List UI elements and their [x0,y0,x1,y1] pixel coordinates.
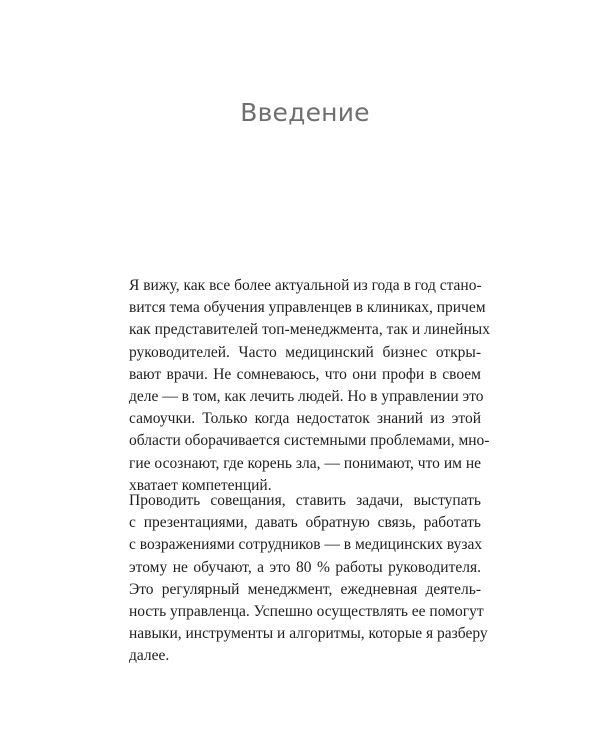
text-line: ность управленца. Успешно осуществлять ее помогут [129,602,484,620]
text-line: области оборачивается системными проблемами, мно- [129,432,490,450]
text-line: с презентациями, давать обратную связь, работать [129,514,481,532]
text-line: хватает компетенций. [129,476,272,494]
text-line: руководителей. Часто медицинский бизнес откры- [129,343,481,361]
text-line: самоучки. Только когда недостаток знаний из этой [129,410,481,428]
text-line: Проводить совещания, ставить задачи, выступать [129,492,481,509]
text-line: вают врачи. Не сомневаюсь, что они профи в своем [129,365,481,383]
text-line: гие осознают, где корень зла, — понимают, что им не [129,454,481,472]
text-line: навыки, инструменты и алгоритмы, которые я разберу [129,625,488,643]
text-line: далее. [129,647,170,665]
text-line: как представителей топ-менеджмента, так и линейных [129,321,490,339]
text-line: деле — в том, как лечить людей. Но в управлении это [129,387,484,405]
chapter-title: Введение [240,98,370,127]
paragraph-1 [129,275,490,497]
text-line: Я вижу, как все более актуальной из года в год стано- [129,277,482,294]
text-line: этому не обучают, а это 80 % работы руководителя. [129,558,481,576]
text-line: вится тема обучения управленцев в клиниках, причем [129,299,486,317]
text-line: с возражениями сотрудников — в медицинских вузах [129,536,483,554]
text-line: Это регулярный менеджмент, ежедневная деятель- [129,580,481,598]
paragraph-2 [129,490,488,668]
